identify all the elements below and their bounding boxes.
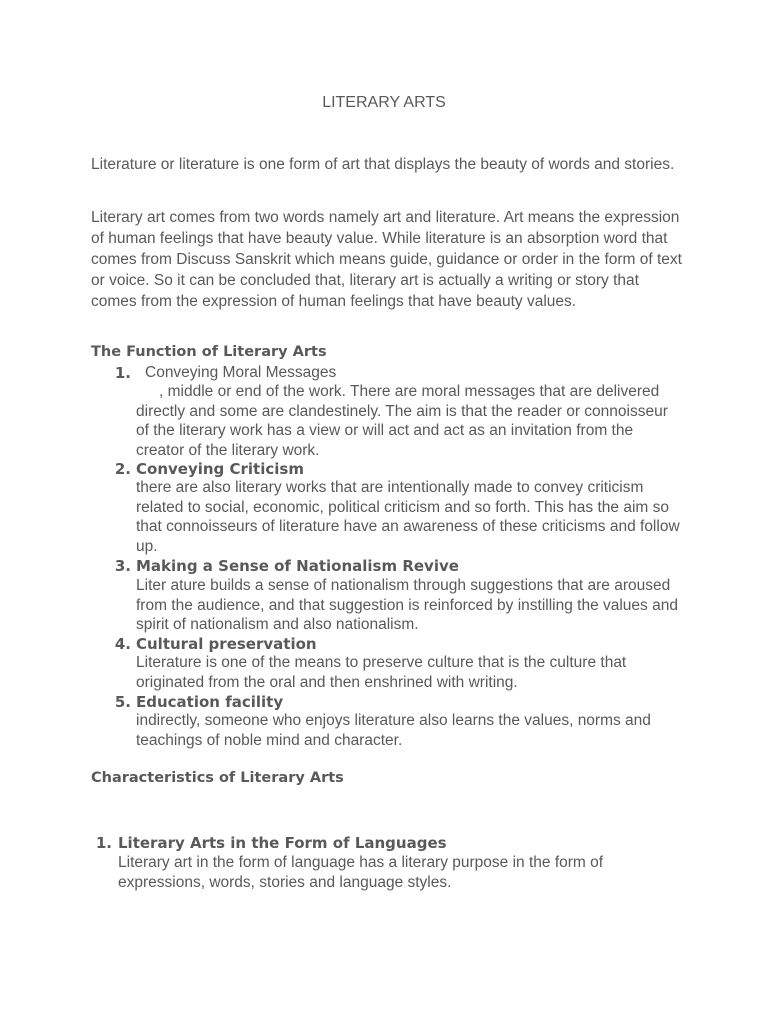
list-item-title: Literary Arts in the Form of Languages — [118, 834, 447, 852]
list-item-body: there are also literary works that are intentionally made to convey criticism related to social, economic, political criticism and so forth. This has the aim so that connoisseurs of literature have an awareness of these criticisms and follow up. — [136, 479, 680, 555]
list-item-number: 4. — [114, 635, 131, 653]
list-item-title: Education facility — [136, 693, 284, 711]
list-item-title: Conveying Criticism — [136, 460, 304, 478]
list-item-body: Literature is one of the means to preserve culture that is the culture that originated from the oral and then enshrined with writing. — [136, 654, 627, 691]
list-item-number: 5. — [114, 693, 131, 711]
characteristics-section-heading: Characteristics of Literary Arts — [91, 770, 344, 786]
list-item-number: 2. — [114, 460, 131, 478]
list-item-number: 1. — [95, 834, 112, 852]
list-item-body: indirectly, someone who enjoys literature also learns the values, norms and teachings of noble mind and character. — [136, 712, 651, 749]
list-item-title: Conveying Moral Messages — [145, 364, 337, 381]
list-item-body: , middle or end of the work. There are moral messages that are delivered directly and some are clandestinely. The aim is that the reader or connoisseur of the literary work has a view or will act and act as an invitation from the creator of the literary work. — [136, 383, 668, 459]
definition-paragraph: Literary art comes from two words namely art and literature. Art means the expression of human feelings that have beauty value. While literature is an absorption word that comes from Discuss Sanskrit which means guide, guidance or order in the form of text or voice. So it can be concluded that, literary art is actually a writing or story that comes from the expression of human feelings that have beauty values. — [91, 209, 682, 310]
list-item-title: Making a Sense of Nationalism Revive — [136, 557, 459, 575]
list-item-body: Literary art in the form of language has a literary purpose in the form of expressions, words, stories and language styles. — [118, 854, 604, 891]
intro-paragraph: Literature or literature is one form of art that displays the beauty of words and stories. — [91, 156, 675, 173]
document-title: LITERARY ARTS — [322, 94, 446, 111]
list-item-number: 3. — [114, 557, 131, 575]
function-section-heading: The Function of Literary Arts — [91, 344, 327, 360]
list-item-body: Liter ature builds a sense of nationalism through suggestions that are aroused from the audience, and that suggestion is reinforced by instilling the values and spirit of nationalism and also nationalism. — [136, 577, 678, 633]
list-item-number: 1. — [114, 364, 131, 382]
list-item-title: Cultural preservation — [136, 635, 317, 653]
